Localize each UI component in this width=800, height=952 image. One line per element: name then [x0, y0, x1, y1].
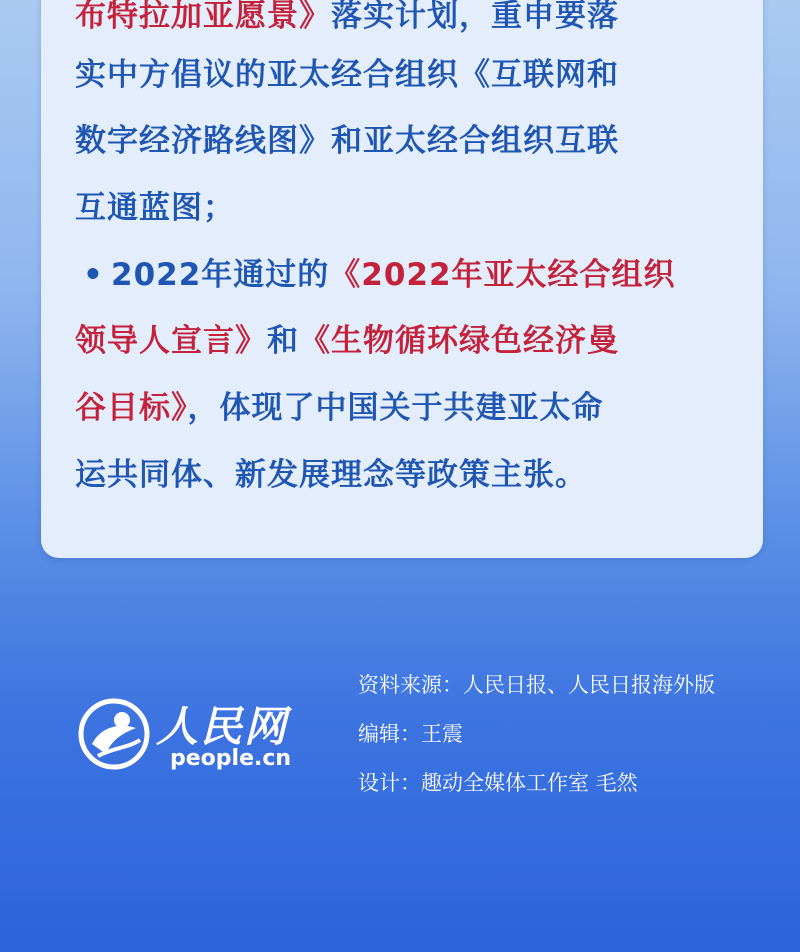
text-span: 布特拉加亚愿景》 — [75, 0, 331, 34]
people-cn-emblem-icon — [78, 698, 150, 770]
design-credit: 设计：趣动全媒体工作室 毛然 — [358, 771, 638, 795]
bullet-point: • — [83, 257, 104, 293]
logo-chinese-name: 人民网 — [156, 702, 289, 751]
text-span: 谷目标》 — [75, 390, 188, 426]
text-line-8 — [75, 455, 735, 495]
text-span: 和 — [267, 323, 299, 359]
text-span: 运共同体、新发展理念等政策主张。 — [75, 457, 587, 493]
text-span: 2022年通过的 — [111, 257, 330, 293]
people-cn-logo — [78, 690, 298, 780]
logo-domain: people.cn — [170, 746, 292, 771]
text-span: 《生物循环绿色经济曼 — [299, 323, 619, 359]
text-span: 数字经济路线图》和亚太经合组织互联 — [75, 123, 619, 159]
text-line-7 — [75, 388, 735, 428]
text-line-5 — [83, 255, 743, 295]
text-line-2 — [75, 55, 735, 95]
text-line-3 — [75, 121, 735, 161]
text-span: 实中方倡议的亚太经合组织《互联网和 — [75, 57, 619, 93]
text-line-6 — [75, 321, 735, 361]
text-span: 《2022年亚太经合组织 — [329, 257, 676, 293]
text-span: 领导人宣言》 — [75, 323, 267, 359]
text-span: 落实计划，重申要落 — [331, 0, 619, 34]
source-credit: 资料来源：人民日报、人民日报海外版 — [358, 673, 715, 697]
text-line-4 — [75, 188, 735, 228]
text-span: ，体现了中国关于共建亚太命 — [187, 390, 604, 426]
text-line-1 — [75, 0, 735, 36]
editor-credit: 编辑：王震 — [358, 722, 463, 746]
text-span: 互通蓝图； — [75, 190, 235, 226]
